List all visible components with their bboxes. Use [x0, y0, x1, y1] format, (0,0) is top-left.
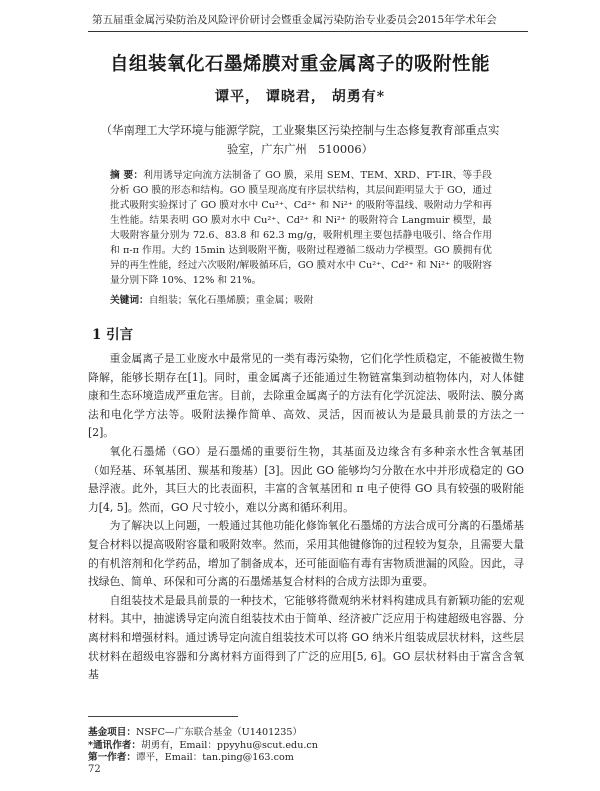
footnote-label: 第一作者： — [88, 752, 136, 763]
abstract-label: 摘 要： — [110, 170, 144, 181]
affiliation: （华南理工大学环境与能源学院，工业聚集区污染控制与生态修复教育部重点实验室，广东广州 510006） — [100, 123, 500, 156]
paragraph: 自组装技术是最具前景的一种技术，它能够将微观纳米材料构建成具有新颖功能的宏观材料。其中，抽滤诱导定向流自组装技术由于简单、经济被广泛应用于构建超级电容器、分离材料和增强材料。通过诱导定向流自组装技术可以将 GO 纳米片组装成层状材料，这些层状材料在超级电容器和分离材料方面得到了广泛的应用[5, 6]。GO 层状材料由于富含含氧基 — [88, 593, 524, 682]
paper-title: 自组装氧化石墨烯膜对重金属离子的吸附性能 — [109, 54, 490, 75]
abstract — [110, 168, 492, 288]
running-header: 第五届重金属污染防治及风险评价研讨会暨重金属污染防治专业委员会2015年学术年会 — [92, 14, 497, 26]
footnote-label: 基金项目： — [88, 727, 136, 738]
footnote-text: 胡勇有，Email：ppyyhu@scut.edu.cn — [141, 739, 318, 751]
header-rule — [88, 31, 528, 32]
footnote-first-author — [88, 752, 508, 765]
paragraph: 氧化石墨烯（GO）是石墨烯的重要衍生物，其基面及边缘含有多种亲水性含氧基团（如羟基、环氧基团、羰基和羧基）[3]。因此 GO 能够均匀分散在水中并形成稳定的 GO 悬浮液。此外，其巨大的比表面积，丰富的含氧基团和 π 电子使得 GO 具有较强的吸附能力[4, 5]。然而，GO 尺寸较小，难以分离和循环利用。 — [88, 444, 524, 514]
body-text — [88, 350, 524, 685]
footnote-corresponding-author — [88, 740, 508, 753]
footnote-rule — [88, 716, 238, 717]
footnote-text: 谭平，Email：tan.ping@163.com — [135, 752, 294, 763]
keywords-text: 自组装；氧化石墨烯膜；重金属；吸附 — [148, 295, 314, 306]
footnote-funding — [88, 727, 508, 740]
section-heading-introduction: 1 引言 — [92, 327, 134, 343]
page-number: 72 — [88, 764, 101, 775]
authors: 谭平， 谭晓君， 胡勇有* — [214, 89, 386, 105]
keywords-label: 关键词： — [110, 295, 149, 306]
footnotes — [88, 727, 508, 765]
footnote-text: NSFC—广东联合基金（U1401235） — [135, 727, 303, 738]
keywords — [110, 294, 492, 307]
paragraph: 重金属离子是工业废水中最常见的一类有毒污染物，它们化学性质稳定，不能被微生物降解，能够长期存在[1]。同时，重金属离子还能通过生物链富集到动植物体内，对人体健康和生态环境造成严重危害。目前，去除重金属离子的方法有化学沉淀法、吸附法、膜分离法和电化学方法等。吸附法操作简单、高效、灵活，因而被认为是最具前景的方法之一[2]。 — [88, 352, 524, 440]
abstract-text: 利用诱导定向流方法制备了 GO 膜，采用 SEM、TEM、XRD、FT-IR、等手段分析 GO 膜的形态和结构。GO 膜呈现高度有序层状结构，其层间距明显大于 GO，通过批式吸附实验探讨了 GO 膜对水中 Cu²⁺、Cd²⁺ 和 Ni²⁺ 的吸附等温线、吸附动力学和再生性能。结果表明 GO 膜对水中 Cu²⁺、Cd²⁺ 和 Ni²⁺ 的吸附符合 Langmuir 模型，最大吸附容量分别为 72.6、83.8 和 62.3 mg/g，吸附机理主要包括静电吸引、络合作用和 π-π 作用。大约 15min 达到吸附平衡，吸附过程遵循二级动力学模型。GO 膜拥有优异的再生性能，经过六次吸附/解吸循环后，GO 膜对水中 Cu²⁺、Cd²⁺ 和 Ni²⁺ 的吸附容量分别下降 10%、12% 和 21%。 — [110, 170, 492, 286]
footnote-label: *通讯作者： — [88, 739, 141, 751]
paragraph: 为了解决以上问题，一般通过其他功能化修饰氧化石墨烯的方法合成可分离的石墨烯基复合材料以提高吸附容量和吸附效率。然而，采用其他键修饰的过程较为复杂，且需要大量的有机溶剂和化学药品，增加了制备成本，还可能面临有毒有害物质泄漏的风险。因此，寻找绿色、简单、环保和可分离的石墨烯基复合材料的合成方法即为重要。 — [88, 519, 524, 589]
